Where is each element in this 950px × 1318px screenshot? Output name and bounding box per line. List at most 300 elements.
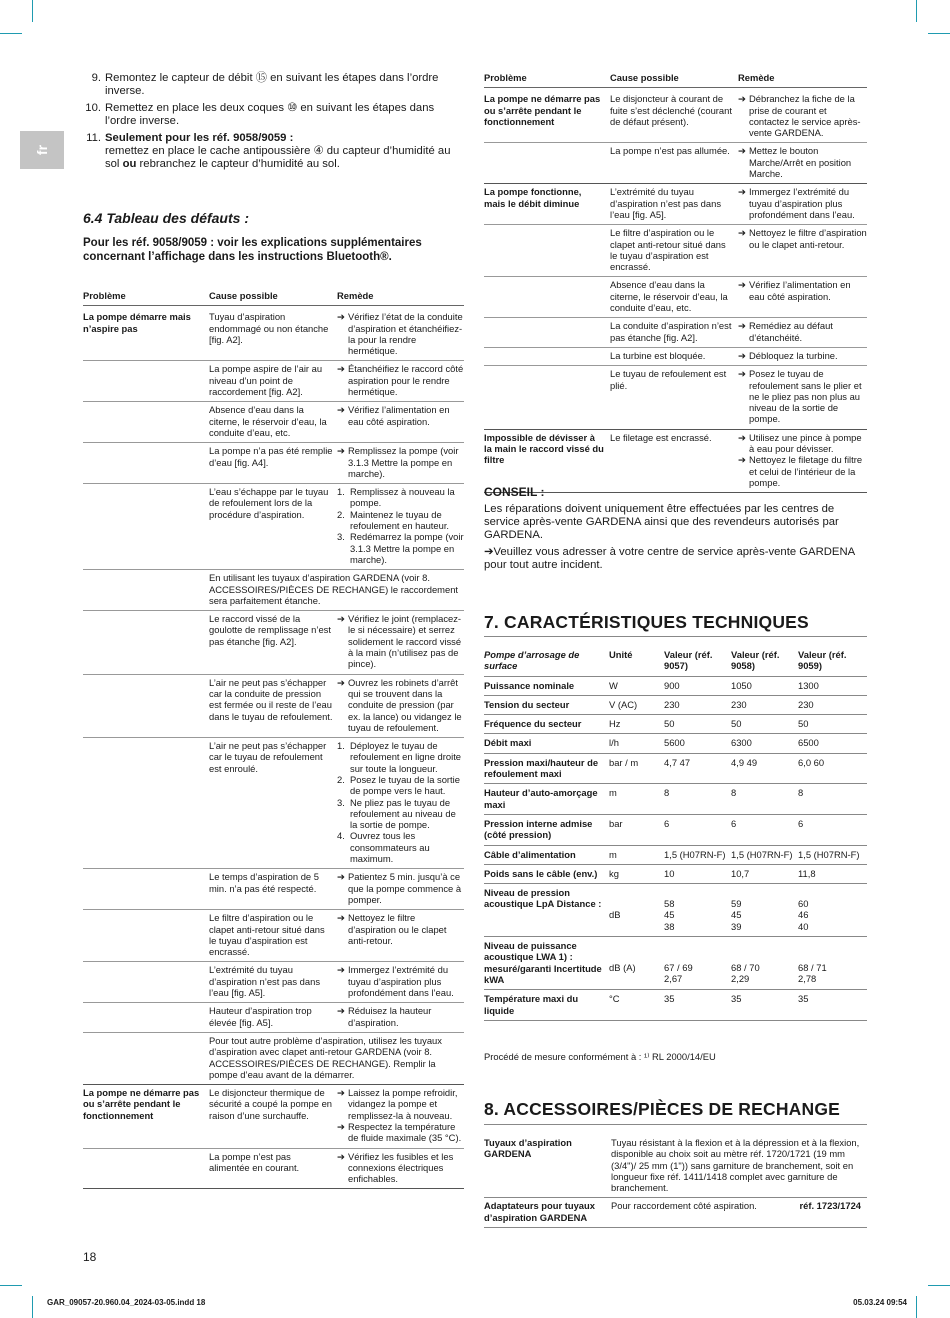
arrow-icon: ➔ — [738, 431, 746, 443]
remedy-item — [337, 311, 464, 356]
step-number: 3. — [337, 531, 345, 543]
crop-mark — [928, 33, 950, 34]
remedy-cell — [337, 912, 464, 957]
spec-value: 50 — [664, 718, 675, 730]
problem-cell — [484, 145, 610, 179]
remedy-item — [337, 871, 464, 905]
fault-table-right — [484, 72, 867, 493]
spec-value: 1300 — [798, 679, 819, 691]
cause-cell: L’extrémité du tuyau d’aspiration n’est pas dans l’eau [fig. A5]. — [610, 186, 722, 220]
remedy-item — [738, 145, 867, 179]
spec-value: 6 — [664, 817, 670, 829]
step-number: 2. — [337, 773, 345, 785]
remedy-text: Vérifiez l’alimentation en eau côté aspiration. — [348, 404, 450, 427]
remedy-item — [738, 93, 867, 138]
table-row — [484, 366, 867, 429]
remedy-text: Nettoyez le filetage du filtre et celui de l’intérieur de la pompe. — [749, 454, 863, 488]
step-number: 3. — [337, 796, 345, 808]
spec-value: 4,9 49 — [731, 756, 758, 768]
table-body — [484, 677, 867, 885]
remedy-item — [738, 320, 867, 343]
remedy-item — [337, 740, 464, 774]
note-cell: En utilisant les tuyaux d’aspiration GARDENA (voir 8. ACCESSOIRES/PIÈCES DE RECHANGE) le raccordement sera parfaitement étanche. — [209, 572, 459, 606]
remedy-text: Posez le tuyau de refoulement sans le plier et ne le pliez pas non plus au niveau de la sortie de pompe. — [749, 368, 862, 425]
arrow-icon: ➔ — [337, 1005, 345, 1017]
remedy-item — [738, 368, 867, 424]
crop-mark — [916, 1296, 917, 1318]
cause-cell: Le raccord vissé de la goulotte de remplissage n’est pas étanche [fig. A2]. — [209, 613, 331, 647]
spec-value: 230 — [798, 698, 814, 710]
arrow-icon: ➔ — [738, 454, 746, 466]
remedy-cell — [738, 279, 867, 313]
section-title: 6.4 Tableau des défauts : — [83, 210, 249, 226]
step-number: 1. — [337, 740, 345, 752]
spec-unit: kg — [609, 867, 619, 879]
table-row — [83, 1149, 464, 1190]
problem-cell: La pompe ne démarre pas ou s’arrête pendant le fonctionnement — [484, 93, 601, 127]
remedy-item — [337, 677, 464, 733]
spec-label: Fréquence du secteur — [484, 718, 582, 730]
remedy-text: Immergez l’extrémité du tuyau d’aspiration plus profondément dans l’eau. — [749, 186, 855, 220]
spec-unit: W — [609, 679, 618, 691]
remedy-text: Mettez le bouton Marche/Arrêt en position Marche. — [749, 145, 852, 180]
remedy-cell — [738, 432, 867, 488]
spec-value: 8 — [664, 787, 670, 799]
arrow-icon: ➔ — [738, 145, 746, 157]
spec-value: 58 — [664, 898, 675, 910]
cause-cell: La conduite d’aspiration n’est pas étanche [fig. A2]. — [610, 320, 732, 343]
section-note: Pour les réf. 9058/9059 : voir les explications supplémentaires concernant l’affichage dans les instructions Bluetooth®. — [83, 237, 422, 263]
cause-cell: Absence d’eau dans la citerne, le réservoir d’eau, la conduite d’eau, etc. — [610, 279, 728, 314]
table-row: Adaptateurs pour tuyaux d’aspiration GARDENA Pour raccordement côté aspiration. réf. 1723/1724 — [484, 1198, 867, 1228]
remedy-text: Remédiez au défaut d’étanchéité. — [749, 320, 833, 343]
cause-cell: La pompe n’est pas allumée. — [610, 145, 730, 157]
cause-cell: L’air ne peut pas s’échapper car le tuyau de refoulement est enroulé. — [209, 740, 327, 774]
table-row — [83, 1085, 464, 1148]
problem-cell — [83, 363, 209, 397]
spec-label: Câble d’alimentation — [484, 848, 576, 860]
remedy-text: Remplissez à nouveau la pompe. — [350, 486, 455, 509]
problem-cell — [83, 445, 209, 479]
spec-unit: m — [609, 848, 617, 860]
remedy-item — [738, 432, 867, 455]
problem-cell — [83, 1005, 209, 1028]
remedy-item — [337, 445, 464, 479]
spec-value: 6,0 60 — [798, 756, 825, 768]
tip-box — [484, 486, 869, 576]
spec-value: 4,7 47 — [664, 756, 691, 768]
problem-cell: La pompe démarre mais n’aspire pas — [83, 311, 191, 334]
table-row — [83, 570, 464, 611]
table-row — [484, 91, 867, 143]
cause-cell: Le tuyau de refoulement est plié. — [610, 368, 727, 391]
arrow-icon: ➔ — [337, 912, 345, 924]
remedy-cell — [337, 677, 464, 733]
measurement-note: Procédé de mesure conformément à : ¹⁾ RL 2000/14/EU — [484, 1051, 716, 1062]
arrow-icon: ➔ — [738, 93, 746, 105]
cause-cell: L’air ne peut pas s’échapper car la conduite de pression est fermée ou il reste de l’eau dans le tuyau de refoulement. — [209, 676, 333, 722]
table-cell — [798, 887, 865, 932]
table-row — [83, 1033, 464, 1085]
remedy-item — [337, 1121, 464, 1144]
print-footer: GAR_09057-20.960.04_2024-03-05.indd 18 05.03.24 09:54 — [47, 1298, 907, 1307]
table-row — [83, 361, 464, 402]
cause-cell: Le filtre d’aspiration ou le clapet anti-retour situé dans le tuyau d’aspiration est encrassé. — [610, 227, 726, 273]
note-cell: Pour tout autre problème d’aspiration, utilisez les tuyaux d’aspiration avec clapet anti-retour GARDENA (voir 8. ACCESSOIRES/PIÈCES DE RECHANGE). Remplir la pompe d’eau avant de la démarrer. — [209, 1034, 442, 1080]
section-title: 7. CARACTÉRISTIQUES TECHNIQUES — [484, 612, 809, 632]
spec-value: 230 — [664, 698, 680, 710]
arrow-icon: ➔ — [738, 368, 746, 380]
remedy-text: Ne pliez pas le tuyau de refoulement au niveau de la sortie de pompe. — [350, 796, 456, 831]
problem-cell: La pompe fonctionne, mais le débit diminue — [484, 186, 582, 209]
crop-mark — [928, 1285, 950, 1286]
table-row — [83, 402, 464, 443]
table-row — [484, 865, 867, 884]
cause-cell: Hauteur d’aspiration trop élevée [fig. A5]. — [209, 1005, 312, 1028]
table-row — [484, 430, 867, 493]
spec-unit: Hz — [609, 718, 621, 730]
remedy-text: Vérifiez l’état de la conduite d’aspiration et étanchéifiez-la pour la rendre hermétique. — [348, 311, 463, 357]
remedy-cell — [738, 93, 867, 138]
problem-cell — [83, 964, 209, 998]
spec-value: 10 — [664, 867, 675, 879]
spec-value: 46 — [798, 909, 809, 921]
spec-value: 6 — [731, 817, 737, 829]
arrow-icon: ➔ — [337, 445, 345, 457]
arrow-icon: ➔ — [337, 1150, 345, 1162]
table-cell — [731, 887, 798, 932]
fault-table-left — [83, 290, 464, 1189]
arrow-icon: ➔ — [738, 227, 746, 239]
spec-value: 230 — [731, 698, 747, 710]
crop-mark — [916, 0, 917, 22]
remedy-item — [337, 830, 464, 864]
specs-table — [484, 646, 867, 1021]
remedy-cell — [337, 311, 464, 356]
table-body — [83, 309, 464, 1189]
step-number: 4. — [337, 830, 345, 842]
spec-label: Pression interne admise (côté pression) — [484, 817, 593, 841]
table-row — [83, 309, 464, 361]
arrow-icon: ➔ — [337, 311, 345, 323]
spec-value: 11,8 — [798, 867, 816, 879]
remedy-text: Débloquez la turbine. — [749, 349, 838, 361]
table-row — [83, 484, 464, 570]
remedy-item — [337, 1005, 464, 1028]
remedy-text: Nettoyez le filtre d’aspiration ou le clapet anti-retour. — [348, 912, 447, 946]
problem-cell — [83, 613, 209, 669]
cause-cell: La pompe aspire de l’air au niveau d’un point de raccordement [fig. A2]. — [209, 363, 323, 398]
remedy-item — [738, 279, 867, 302]
step-number: 1. — [337, 486, 345, 498]
spec-value: 6500 — [798, 737, 819, 749]
arrow-icon: ➔ — [337, 1121, 345, 1132]
remedy-text: Débranchez la fiche de la prise de courant et contactez le service après-vente GARDENA. — [749, 93, 861, 139]
spec-unit: l/h — [609, 737, 619, 749]
remedy-item — [337, 1151, 464, 1185]
remedy-text: Nettoyez le filtre d’aspiration ou le clapet anti-retour. — [749, 227, 867, 250]
table-cell — [664, 887, 731, 932]
table-row — [484, 184, 867, 225]
remedy-item — [738, 186, 867, 220]
spec-value: 60 — [798, 898, 809, 910]
tip-title: CONSEIL : — [484, 485, 545, 499]
remedy-text: Étanchéifiez le raccord côté aspiration pour le rendre hermétique. — [348, 363, 464, 398]
spec-value: 6300 — [731, 737, 752, 749]
problem-cell — [484, 350, 610, 361]
remedy-cell — [337, 964, 464, 998]
remedy-text: Redémarrez la pompe (voir 3.1.3 Mettre la pompe en marche). — [350, 531, 464, 565]
arrow-icon: ➔ — [337, 871, 345, 883]
spec-value: 2,78 — [798, 973, 817, 985]
problem-cell — [83, 572, 209, 606]
spec-value: 50 — [798, 718, 809, 730]
table-row: Température maxi du liquide °C 35 35 35 — [484, 990, 867, 1021]
arrow-icon: ➔ — [337, 1087, 345, 1099]
table-row — [484, 277, 867, 318]
remedy-text: Vérifiez les fusibles et les connexions électriques enfichables. — [348, 1150, 454, 1185]
spec-value: 68 / 70 — [731, 962, 760, 974]
table-row — [484, 696, 867, 715]
remedy-item — [337, 964, 464, 998]
arrow-icon: ➔ — [337, 613, 345, 625]
problem-cell — [83, 677, 209, 733]
cause-cell: La turbine est bloquée. — [610, 349, 706, 361]
cause-cell: Tuyau d’aspiration endommagé ou non étanche [fig. A2]. — [209, 311, 329, 345]
spec-unit: bar / m — [609, 756, 639, 768]
cause-cell: Le filetage est encrassé. — [610, 431, 712, 443]
table-header: Problème Cause possible Remède — [83, 290, 464, 306]
table-row — [484, 815, 867, 846]
spec-value: 1050 — [731, 679, 752, 691]
remedy-cell — [738, 320, 867, 343]
remedy-item — [337, 774, 464, 797]
table-row — [83, 962, 464, 1003]
crop-mark — [32, 0, 33, 22]
table-row — [484, 143, 867, 184]
spec-label: Puissance nominale — [484, 679, 575, 691]
table-row — [484, 225, 867, 277]
arrow-icon: ➔ — [337, 676, 345, 688]
remedy-cell — [738, 227, 867, 272]
table-row — [83, 738, 464, 869]
spec-value: 40 — [798, 920, 809, 932]
spec-value: 8 — [798, 787, 804, 799]
divider — [484, 1124, 867, 1125]
remedy-text: Immergez l’extrémité du tuyau d’aspiration plus profondément dans l’eau. — [348, 964, 454, 999]
spec-unit: m — [609, 787, 617, 799]
remedy-cell — [738, 186, 867, 220]
remedy-text: Déployez le tuyau de refoulement en ligne droite sur toute la longueur. — [350, 740, 462, 774]
page-number: 18 — [83, 1250, 97, 1264]
spec-label: Hauteur d’auto-amorçage maxi — [484, 787, 598, 810]
remedy-text: Patientez 5 min. jusqu’à ce que la pompe commence à pomper. — [348, 871, 462, 905]
remedy-item — [337, 797, 464, 831]
spec-value: 6 — [798, 817, 804, 829]
crop-mark — [0, 33, 22, 34]
table-row — [83, 611, 464, 674]
remedy-text: Utilisez une pince à pompe à eau pour dévisser. — [749, 431, 862, 455]
table-row — [484, 754, 867, 785]
arrow-icon: ➔ — [337, 404, 345, 416]
cause-cell: La pompe n’a pas été remplie d’eau [fig. A4]. — [209, 445, 333, 468]
remedy-cell — [337, 486, 464, 565]
remedy-cell — [738, 368, 867, 424]
step-item: 10. Remettez en place les deux coques ⑩ en suivant les étapes dans l’ordre inverse. — [85, 102, 435, 127]
section-title: 8. ACCESSOIRES/PIÈCES DE RECHANGE — [484, 1099, 841, 1119]
problem-cell — [83, 912, 209, 957]
cause-cell: L’eau s’échappe par le tuyau de refoulement lors de la procédure d’aspiration. — [209, 486, 329, 520]
remedy-text: Remplissez la pompe (voir 3.1.3 Mettre la pompe en marche). — [348, 445, 459, 479]
arrow-icon: ➔ — [337, 363, 345, 375]
problem-cell — [484, 368, 610, 424]
spec-value: 5600 — [664, 737, 685, 749]
spec-label: Tension du secteur — [484, 698, 570, 710]
remedy-cell — [337, 1005, 464, 1028]
language-tab: fr — [20, 131, 64, 169]
table-row — [83, 1003, 464, 1033]
tip-text: ➔Veuillez vous adresser à votre centre de service après-vente GARDENA pour tout autre incident. — [484, 546, 855, 571]
cause-cell: Le disjoncteur thermique de sécurité a coupé la pompe en raison d’une surchauffe. — [209, 1087, 332, 1121]
remedy-text: Réduisez la hauteur d’aspiration. — [348, 1005, 432, 1028]
spec-value: 1,5 (H07RN-F) — [798, 848, 860, 860]
table-header: Pompe d’arrosage de surface Unité Valeur (réf. 9057) Valeur (réf. 9058) Valeur (réf. 9059) — [484, 646, 867, 677]
reassembly-steps — [83, 72, 453, 175]
cause-cell: L’extrémité du tuyau d’aspiration n’est pas dans l’eau [fig. A5]. — [209, 964, 321, 999]
table-body — [484, 91, 867, 493]
remedy-text: Respectez la température de fluide maximale (35 °C). — [348, 1121, 462, 1144]
remedy-text: Ouvrez tous les consommateurs au maximum. — [350, 830, 430, 865]
remedy-item — [337, 613, 464, 669]
spec-label: Débit maxi — [484, 737, 532, 749]
spec-value: 900 — [664, 679, 680, 691]
arrow-icon: ➔ — [738, 279, 746, 291]
remedy-text: Vérifiez l’alimentation en eau côté aspiration. — [749, 279, 851, 302]
problem-cell — [83, 740, 209, 864]
remedy-item — [738, 227, 867, 250]
table-row — [484, 846, 867, 865]
spec-value: 2,29 — [731, 973, 750, 985]
arrow-icon: ➔ — [738, 349, 746, 361]
spec-value: 59 — [731, 898, 742, 910]
problem-cell: La pompe ne démarre pas ou s’arrête pendant le fonctionnement — [83, 1087, 200, 1121]
table-row — [83, 675, 464, 738]
spec-label: Poids sans le câble (env.) — [484, 867, 598, 879]
cause-cell: Le disjoncteur à courant de fuite s’est déclenché (courant de défaut présent). — [610, 93, 732, 127]
problem-cell — [484, 279, 610, 313]
cause-cell: Le filtre d’aspiration ou le clapet anti-retour situé dans le tuyau d’aspiration est encrassé. — [209, 912, 325, 958]
remedy-item — [738, 350, 867, 361]
table-cell — [798, 940, 865, 985]
remedy-item — [337, 912, 464, 946]
table-row — [484, 734, 867, 753]
spec-value: 2,67 — [664, 973, 683, 985]
spec-unit: V (AC) — [609, 698, 638, 710]
remedy-cell — [738, 350, 867, 361]
table-row — [83, 910, 464, 962]
spec-value: 68 / 71 — [798, 962, 827, 974]
remedy-cell — [337, 363, 464, 397]
spec-value: 10,7 — [731, 867, 750, 879]
spec-value: 45 — [664, 909, 675, 921]
table-row — [83, 443, 464, 484]
remedy-item — [738, 454, 867, 488]
problem-cell — [83, 1035, 209, 1080]
remedy-cell — [738, 145, 867, 179]
spec-value: 45 — [731, 909, 742, 921]
step-number: 2. — [337, 508, 345, 520]
table-row — [484, 715, 867, 734]
remedy-cell — [337, 871, 464, 905]
remedy-cell — [337, 613, 464, 669]
tip-text: Les réparations doivent uniquement être effectuées par les centres de service après-vente GARDENA ainsi que des revendeurs autorisés par GARDENA. — [484, 503, 839, 541]
remedy-item — [337, 404, 464, 427]
table-row: Tuyaux d’aspiration GARDENA Tuyau résistant à la flexion et à la dépression et à la flexion, disponible au choix soit au mètre réf. 1720/1721 (19 mm (3/4")/ 25 mm (1")) sans garniture de branchement, soit en longueur fixe réf. 1411/1418 complet avec garniture de branchement. — [484, 1135, 867, 1198]
crop-mark — [0, 1285, 22, 1286]
spec-value: 1,5 (H07RN-F) — [664, 848, 726, 860]
table-row: Niveau de puissance acoustique LWA 1) : mesuré/garanti Incertitude kWA dB (A) 67 / 69 2,67 68 / 70 2,29 68 / 71 2,78 — [484, 937, 867, 990]
remedy-text: Laissez la pompe refroidir, vidangez la pompe et remplissez-la à nouveau. — [348, 1087, 458, 1121]
remedy-item — [337, 1087, 464, 1121]
table-row — [484, 677, 867, 696]
table-header: Problème Cause possible Remède — [484, 72, 867, 88]
remedy-text: Posez le tuyau de la sortie de pompe vers le haut. — [350, 773, 460, 797]
crop-mark — [32, 1296, 33, 1318]
problem-cell — [83, 486, 209, 565]
table-cell — [731, 940, 798, 985]
cause-cell: La pompe n’est pas alimentée en courant. — [209, 1150, 300, 1173]
spec-unit: bar — [609, 817, 623, 829]
remedy-cell — [337, 1087, 464, 1143]
arrow-icon: ➔ — [738, 186, 746, 198]
table-row — [484, 318, 867, 348]
accessories-table — [484, 1135, 867, 1228]
remedy-item — [337, 363, 464, 397]
remedy-item — [337, 531, 464, 565]
remedy-text: Vérifiez le joint (remplacez-le si nécessaire) et serrez solidement le raccord vissé à la main (n’utilisez pas de pince). — [348, 613, 462, 670]
problem-cell — [83, 1151, 209, 1185]
arrow-icon: ➔ — [738, 320, 746, 332]
spec-label: Pression maxi/hauteur de refoulement maxi — [484, 756, 599, 780]
cause-cell: Le temps d’aspiration de 5 min. n’a pas été respecté. — [209, 871, 319, 894]
table-row — [484, 784, 867, 815]
problem-cell — [484, 320, 610, 343]
remedy-cell — [337, 445, 464, 479]
arrow-icon: ➔ — [337, 964, 345, 976]
problem-cell — [83, 871, 209, 905]
table-row: Niveau de pression acoustique LpA Distance : dB 58 45 38 59 45 39 60 46 40 — [484, 884, 867, 937]
remedy-item — [337, 486, 464, 509]
remedy-text: Ouvrez les robinets d’arrêt qui se trouvent dans la conduite de pression (par ex. la lance) ou vidangez le tuyau de refoulement. — [348, 676, 462, 733]
remedy-item — [337, 509, 464, 532]
remedy-cell — [337, 740, 464, 864]
spec-value: 1,5 (H07RN-F) — [731, 848, 793, 860]
problem-cell — [83, 404, 209, 438]
problem-cell: Impossible de dévisser à la main le raccord vissé du filtre — [484, 431, 604, 466]
spec-value: 67 / 69 — [664, 962, 693, 974]
remedy-text: Maintenez le tuyau de refoulement en hauteur. — [350, 508, 450, 532]
spec-value: 50 — [731, 718, 742, 730]
step-item: 9. Remontez le capteur de débit ⑮ en suivant les étapes dans l’ordre inverse. — [91, 72, 439, 97]
table-row — [484, 348, 867, 366]
table-row — [83, 869, 464, 910]
spec-value: 38 — [664, 920, 675, 932]
remedy-cell — [337, 404, 464, 438]
table-cell — [664, 940, 731, 985]
spec-value: 39 — [731, 920, 742, 932]
step-item: 11. Seulement pour les réf. 9058/9059 : remettez en place le cache antipoussière ④ du capteur d’humidité au sol ou rebranchez le capteur d’humidité au sol. — [86, 132, 451, 170]
cause-cell: Absence d’eau dans la citerne, le réservoir d’eau, la conduite d’eau, etc. — [209, 404, 327, 438]
